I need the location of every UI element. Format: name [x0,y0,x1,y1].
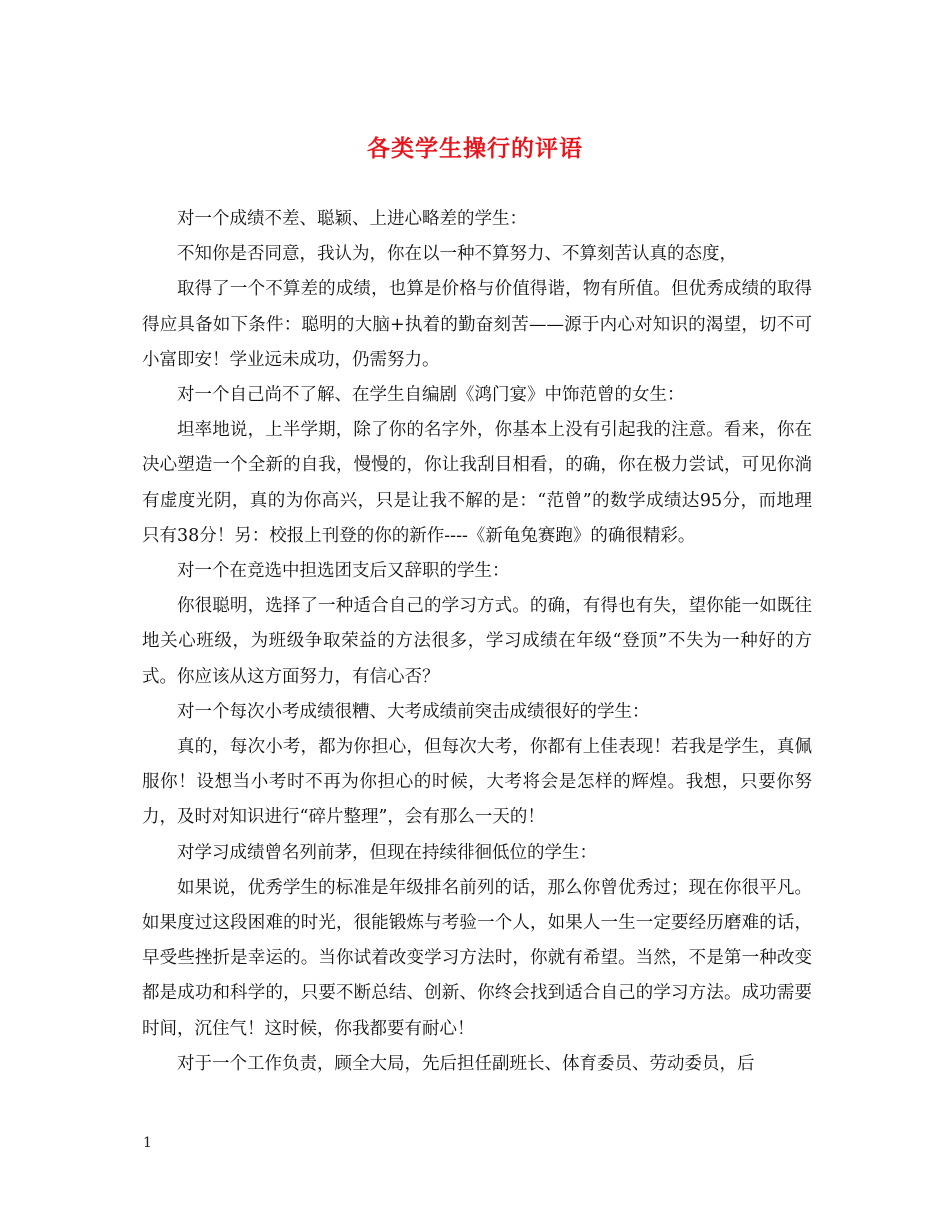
paragraph-11: 如果说，优秀学生的标准是年级排名前列的话，那么你曾优秀过；现在你很平凡。如果度过这段困难的时光，很能锻炼与考验一个人，如果人一生一定要经历磨难的话，早受些挫折是幸运的。当你试着改变学习方法时，你就有希望。当然，不是第一种改变都是成功和科学的，只要不断总结、创新、你终会找到适合自己的学习方法。成功需要时间，沉住气！这时候，你我都要有耐心！ [142,877,812,1039]
paragraph-12: 对于一个工作负责，顾全大局，先后担任副班长、体育委员、劳动委员，后 [177,1053,755,1074]
document-body [142,202,812,1082]
paragraph-3: 取得了一个不算差的成绩，也算是价格与价值得谐，物有所值。但优秀成绩的取得得应具备如下条件：聪明的大脑+执着的勤奋刻苦——源于内心对知识的渴望，切不可小富即安！学业远未成功，仍需努力。 [142,279,812,370]
paragraph-4: 对一个自己尚不了解、在学生自编剧《鸿门宴》中饰范曾的女生： [177,385,685,406]
paragraph-8: 对一个每次小考成绩很糟、大考成绩前突击成绩很好的学生： [177,701,650,722]
paragraph-9: 真的，每次小考，都为你担心，但每次大考，你都有上佳表现！若我是学生，真佩服你！设想当小考时不再为你担心的时候，大考将会是怎样的辉煌。我想，只要你努力，及时对知识进行“碎片整理”，会有那么一天的！ [142,737,812,828]
page-title: 各类学生操行的评语 [367,135,583,162]
paragraph-1: 对一个成绩不差、聪颖、上进心略差的学生： [177,209,527,229]
paragraph-7: 你很聪明，选择了一种适合自己的学习方式。的确，有得也有失，望你能一如既往地关心班级，为班级争取荣益的方法很多，学习成绩在年级“登顶”不失为一种好的方式。你应该从这方面努力，有信心否？ [142,596,812,687]
paragraph-5: 坦率地说，上半学期，除了你的名字外，你基本上没有引起我的注意。看来，你在决心塑造一个全新的自我，慢慢的，你让我刮目相看，的确，你在极力尝试，可见你淌有虚度光阴，真的为你高兴，只是让我不解的是：“范曾”的数学成绩达95分，而地理只有38分！另：校报上刊登的你的新作----《新龟兔赛跑》的确很精彩。 [142,420,812,546]
paragraph-10: 对学习成绩曾名列前茅，但现在持续徘徊低位的学生： [177,842,597,863]
paragraph-6: 对一个在竞选中担选团支后又辞职的学生： [177,561,510,582]
page-number: 1 [143,1135,152,1151]
paragraph-2: 不知你是否同意，我认为，你在以一种不算努力、不算刻苦认真的态度， [177,244,737,265]
